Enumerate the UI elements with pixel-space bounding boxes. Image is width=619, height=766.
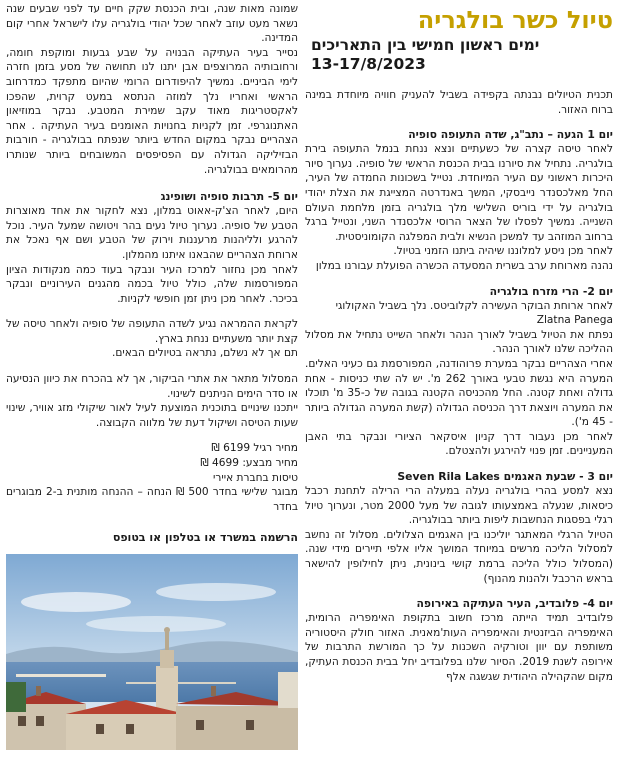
day-1-heading: יום 1 הגעה – נתב"ג, שדה התעופה סופיה <box>408 128 613 142</box>
day-5-heading: יום 5- תרבות סופיה ושופינג <box>160 190 298 204</box>
intro-text: תכנית הטיולים נבנתה בקפידה בשביל להעניק חוויה מיוחדת במינה ברוח האזור. <box>305 89 613 116</box>
day-5-text: לאחר מכן נחזור למרכז העיר ונבקר בעוד כמה מנקודות הציון המפורסמות שלה, כולל טיול בכמה מהגנים העירוניים ונבקר בכיכר. לאחר מכן ניתן זמן חופשי לקניות. <box>6 263 298 305</box>
note-text: המסלול מתאר את אתרי הביקור, אך לא בהכרח את כיוון הנסיעה או סדר הימים הניתנים לשינוי. <box>6 373 298 400</box>
page-title: טיול כשר בולגריה <box>417 6 613 34</box>
city-harbor-photo <box>6 554 298 750</box>
price-regular: מחיר רגיל 6199 ₪ <box>211 442 298 455</box>
left-column <box>6 2 298 750</box>
day-2-text: נפתח את הטיול בשביל לאורך הנהר ולאחר השייט נתחיל את מסלול ההליכה שלנו לאורך הנהר. <box>305 328 613 356</box>
day-1-text: לאחר טיסה קצרה של כשעתיים ונצא ננחת בנמל התעופה בירת בולגריה. נתחיל את סיורנו בבית הכנסת הראשי של סופיה. נערוך סיור היכרות ראשוני עם העיר המיוחדת. נטייל בשכונות החמדה של העיר, החל מאלכסנדר נייבסקי, המשך באנדרטה המצייגת את הצלת יהודי בולגריה על ידי בוריס השלישי מלך בולגריה בזמן מלחמת העולם השנייה. נמשיך לפסלו של הצאר הרוסי אלכסנדר השני, ונטייל ברגל ברחוב המוזהב עד למשכן הנשיא ולבית המפלגה הקומוניסטית. <box>305 143 613 243</box>
day-1-text: לאחר מכן ניסע למלוננו שיהיה ביתנו הזמני בטיול. <box>393 245 613 258</box>
closing-text: לקראת ההמראה נגיע לשדה התעופה של סופיה ולאחר טיסה של קצת יותר משעתיים ננחת בארץ. <box>6 318 298 345</box>
day-4-text: פלובדיב תמיד הייתה מרכז חשוב בתקופת האימפריה הרומית, האימפריה הביזנטית והאימפריה העות'מאנית. האזור חולק היסטוריה משותפת עם יוון וטורקיה השכנות על כך המורשת התרבות של אירופה לשנת 2019. הסיור שלנו בפלובדיב יחל בבית הכנסת העתיק, מקום שהקהילה היהודית שגשגה אלף <box>305 612 613 683</box>
day-3-heading: יום 3 - שבעת האגמים Seven Rila Lakes <box>397 470 613 484</box>
day-3-text: נצא למסע בהרי בולגריה נעלה במעלה הרי הרילה לתחנת רכבל כיסאות, שנעלה באמצעותו לגובה של מעל 2000 מטר, ונערוך טיול רגלי בפסגות הנחשבות ליפות ביותר בבולגריה. <box>305 485 613 527</box>
registration-cta: הרשמה במשרד או בטלפון או בטופס <box>112 531 298 545</box>
day-2-text: אחרי הצהריים נבקר במערת פרוהודנה, המפורסמת גם כעיני האלים. המערה היא נגשת טבעי באורך 262 מ'. יש לה שתי כניסות - אחת גדולה ואחת קטנה. החל מהכניסה הקטנה בגובה של כ-35 מ' תוכלו את המערה ויוצאת דרך הכניסה הגדולה (קשת המערה הגדולה ביותר - 45 מ'). <box>305 357 614 429</box>
page-subtitle: ימים ראשון חמישי בין התאריכים <box>311 36 540 54</box>
day-4-continuation: נסייר בעיר העתיקה הבנויה על שבע גבעות ומוקפת חומה, ורחובותיה המרוצפים אבן יתנו לנו תחושה של מסע בזמן חזרה לימי הביניים. נמשיך להיפודרום הרומי שהיום מתפקד כמדרחוב הראשי ואחריו נלך למוזה הנתסא במעט קרוית, שהפכו לאקסטריגות מאוד עקב שמירת המטבע. נבקר במוזיאון האתנוגרפי. זמן לקניות בחנויות האומנים בעיר העתיקה . אחר הצהריים נבקר במקום החדש ביותר שנפתח בבולגריה - חורבות הבזיליקה הגדולה עם הפסיפסים המשובחים ביותר שנותרו מהרומאים בבולגריה. <box>6 46 298 176</box>
day-2-place: Zlatna Panega <box>536 314 613 327</box>
day-2-heading: יום 2- הרי מזרח בולגריה <box>489 284 613 298</box>
note-text: ייתכנו שינויים בתוכנית המוצעת לעיל לאור שיקולי מזג אוויר, שינוי שעות הטיסה ושיקול דעת של מלווה הקבוצה. <box>6 402 298 429</box>
third-adult-discount: מבוגר שלישי בחדר 500 ₪ הנחה – ההנחה מותנית ב-2 מבוגרים בחדר <box>6 486 299 513</box>
airline-info: טיסות בחברת איירי <box>213 471 298 484</box>
day-2-text: לאחר מכן נעבור דרך קניון איסקאר הציורי ונבקר בתי האבן המעניינים. זמן פנוי להירגע ולהצטלם. <box>305 430 613 458</box>
trip-dates: 13-17/8/2023 <box>311 55 426 73</box>
price-sale: מחיר מבצע: 4699 ₪ <box>200 457 298 470</box>
day-4-heading: יום 4- פלובדיב, העיר העתיקה באירופה <box>416 597 613 611</box>
right-column <box>305 0 613 684</box>
photo-illustration <box>6 554 298 750</box>
day-5-text: היום, לאחר הצ'ק-אאוט במלון, נצא לחקור את אחד מאוצרות הטבע של סופיה. נערוך טיול נעים בהר ויטושה שמעל העיר. נוכל להרגע ולליהנות מרעננות וירוק של הטבע ושם אף נאכל את ארוחת הצהריים שהבאנו איתנו מהמלון. <box>6 205 298 261</box>
day-3-text: הטיול הרגלי המאתגר יוליכנו בין האגמים הצלולים. מסלול זה נחשב למסלול הליכה מרשים במיוחד המושך אליו אלפי תיירים מידי שנה. (המסלול כולל הליכה ברמת קושי בינונית, ניתן לחילופין להישאר בראש הרכבל ולהנות מהנוף) <box>305 528 613 585</box>
closing-text: תם אך לא נשלם, נתראה בטיולים הבאים. <box>112 347 298 360</box>
day-1-text: נהנה מארוחת ערב בשרית המסעדה הכשרה הפועלת עבורנו במלון <box>315 259 613 272</box>
day-2-text: לאחר ארוחת הבוקר העשירה לקלוביטס. נלך בשביל האקולוגי <box>335 299 613 312</box>
day-4-continuation: שמונה מאות שנה, ובית הכנסת שקק חיים עד לפני שבעים שנה נשאר מעט עוזב לאחר שכל יהודי בולגריה עלו לישראל אחרי קום המדינה. <box>6 3 298 45</box>
